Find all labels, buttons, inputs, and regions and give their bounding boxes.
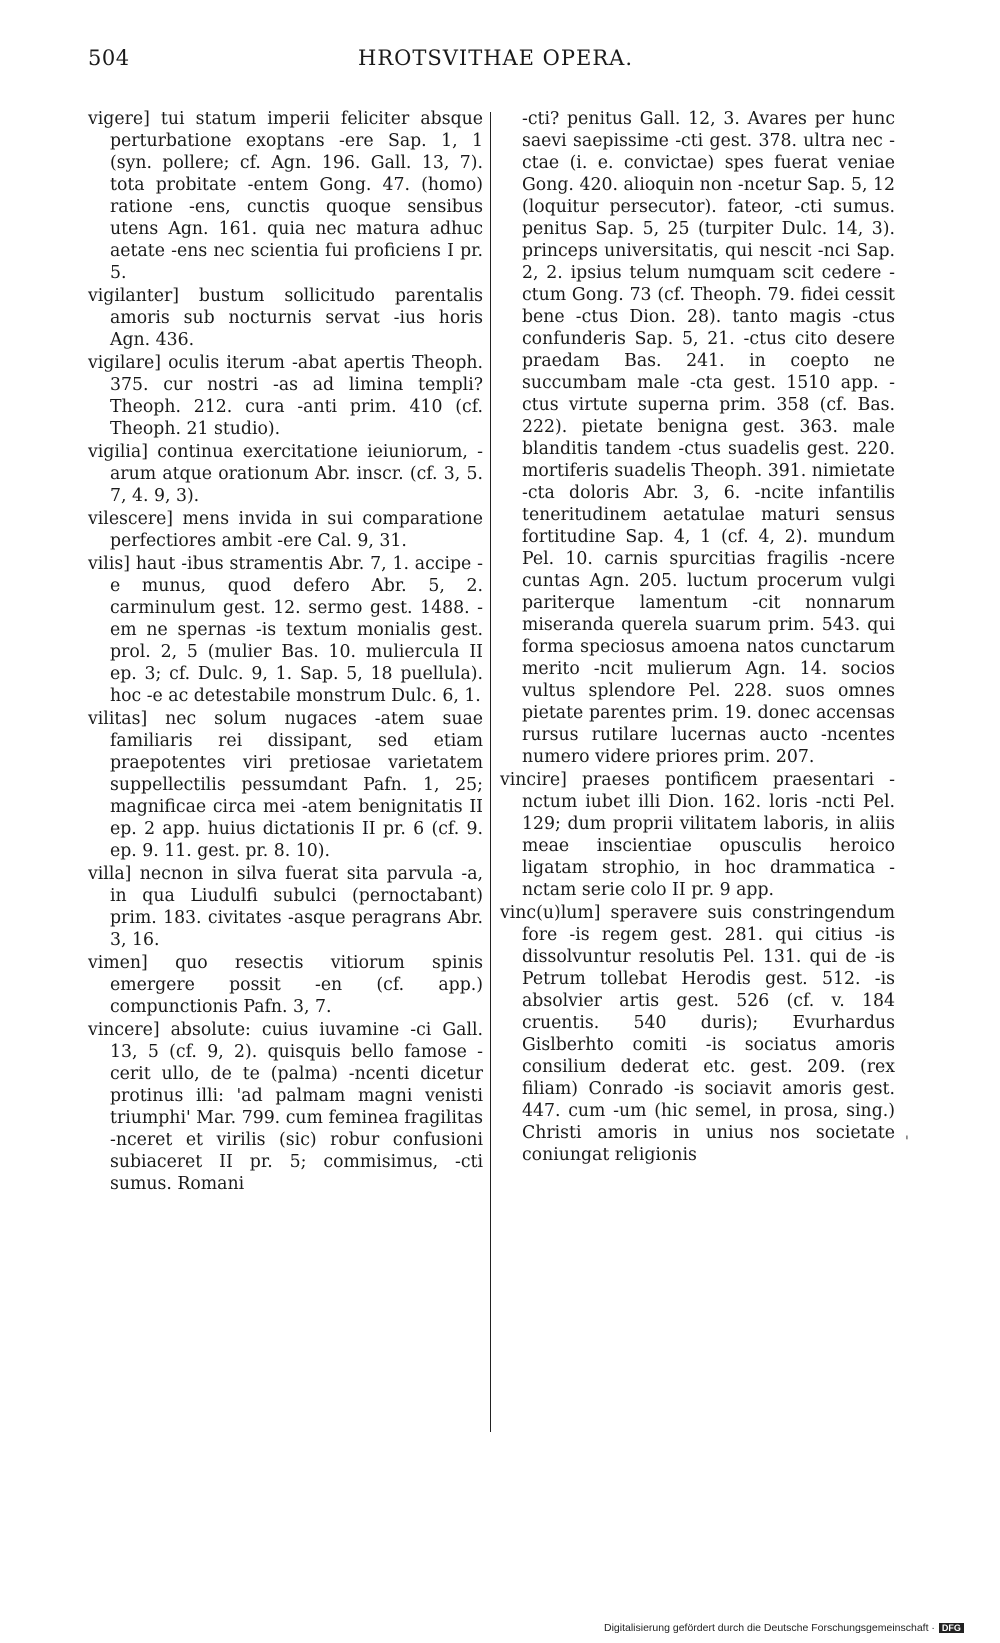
entry-lemma: villa] <box>88 864 132 884</box>
left-column <box>88 108 483 1196</box>
entry-text: -cti? penitus Gall. 12, 3. Avares per hunc saevi saepissime -cti gest. 378. ultra nec -ctae (i. e. convictae) spes fuerat veniae Gong. 420. alioquin non -ncetur Sap. 5, 12 (loquitur persecutor). fateor, -cti sumus. penitus Sap. 5, 25 (turpiter Dulc. 14, 3). princeps universitatis, qui nescit -nci Sap. 2, 2. ipsius telum numquam scit cedere -ctum Gong. 73 (cf. Theoph. 79. fidei cessit bene -ctus Dion. 28). tanto magis -ctus confunderis Sap. 5, 21. -ctus cito desere praedam Bas. 241. in coepto ne succumbam male -cta gest. 1510 app. -ctus virtute superna prim. 358 (cf. Bas. 222). pietate benigna gest. 363. male blanditis tandem -ctus suadelis gest. 220. mortiferis suadelis Theoph. 391. nimietate -cta doloris Abr. 3, 6. -ncite infantilis teneritudinem aetatulae maturi sensus fortitudine Sap. 4, 1 (cf. 4, 2). mundum Pel. 10. carnis spurcitias fragilis -ncere cuntas Agn. 205. luctum procerum vulgi pariterque lamentum -cit nonnarum miseranda querela suarum prim. 543. qui forma speciosus amoena natos cunctarum merito -ncit mulierum Agn. 14. socios vultus splendore Pel. 228. suos omnes pietate parentes prim. 19. donec accensas rursus rutilare lucernas aucto -ncentes numero videre priores prim. 207. <box>522 109 895 767</box>
entry-text: mens invida in sui comparatione perfectiores ambit -ere Cal. 9, 31. <box>110 509 483 551</box>
page-number: 504 <box>88 46 130 70</box>
entry-text: bustum sollicitudo parentalis amoris sub nocturnis servat -ius horis Agn. 436. <box>110 286 483 350</box>
entry-lemma: vigilia] <box>88 442 148 462</box>
entry-lemma: vigilanter] <box>88 286 180 306</box>
entry <box>88 952 483 1018</box>
entry-lemma: vinc(u)lum] <box>500 903 601 923</box>
entry <box>88 285 483 351</box>
entry-text: continua exercitatione ieiuniorum, -arum atque orationum Abr. inscr. (cf. 3, 5. 7, 4. 9, 3). <box>110 442 483 506</box>
entry <box>88 441 483 507</box>
entry <box>500 902 895 1166</box>
stray-mark: ' <box>905 1134 909 1150</box>
entry-lemma: vilitas] <box>88 709 148 729</box>
entry-text: oculis iterum -abat apertis Theoph. 375. cur nostri -as ad limina templi? Theoph. 212. cura -anti prim. 410 (cf. Theoph. 21 studio). <box>110 353 484 439</box>
entry <box>88 108 483 284</box>
entry-lemma: vigere] <box>88 109 150 129</box>
column-divider <box>490 112 491 1432</box>
entry-lemma: vilis] <box>88 554 130 574</box>
right-column <box>500 108 895 1167</box>
dfg-logo: DFG <box>939 1623 964 1633</box>
entry-lemma: vincire] <box>500 770 567 790</box>
entry <box>88 352 483 440</box>
page-header <box>88 46 888 76</box>
entry-text: quo resectis vitiorum spinis emergere possit -en (cf. app.) compunctionis Pafn. 3, 7. <box>110 953 483 1017</box>
entry-text: absolute: cuius iuvamine -ci Gall. 13, 5 (cf. 9, 2). quisquis bello famose -cerit ullo, de te (palma) -ncenti dicetur protinus illi: 'ad palmam magni venisti triumphi' Mar. 799. cum feminea fragilitas -nceret et virilis (sic) robur confusioni subiaceret II pr. 5; commisimus, -cti sumus. Romani <box>110 1020 483 1194</box>
entry <box>88 553 483 707</box>
entry-text: tui statum imperii feliciter absque perturbatione exoptans -ere Sap. 1, 1 (syn. pollere; cf. Agn. 196. Gall. 13, 7). tota probitate -entem Gong. 47. (homo) ratione -ens, cunctis quoque sensibus utens Agn. 161. quia nec matura adhuc aetate -ens nec scientia fui proficiens I pr. 5. <box>110 109 483 283</box>
entry-lemma: vigilare] <box>88 353 161 373</box>
running-title: HROTSVITHAE OPERA. <box>358 46 634 70</box>
footer-credit: Digitalisierung gefördert durch die Deutsche Forschungsgemeinschaft · <box>604 1622 935 1634</box>
entry-text: haut -ibus stramentis Abr. 7, 1. accipe -e munus, quod defero Abr. 5, 2. carminulum gest. 12. sermo gest. 1488. -em ne spernas -is textum monialis gest. prol. 2, 5 (mulier Bas. 10. muliercula II ep. 3; cf. Dulc. 9, 1. Sap. 5, 18 puellula). hoc -e ac detestabile monstrum Dulc. 6, 1. <box>110 554 483 706</box>
entry-text: speravere suis constringendum fore -is regem gest. 281. qui citius -is dissolvuntur resolutis Pel. 131. qui de -is Petrum tollebat Herodis gest. 512. -is absolvier artis gest. 526 (cf. v. 184 cruentis. 540 duris); Evurhardus Gislberhto comiti -is sociatus amoris consilium dederat etc. gest. 209. (rex filiam) Conrado -is sociavit amoris gest. 447. cum -um (hic semel, in prosa, sing.) Christi amoris in unius nos societate coniungat religionis <box>522 903 895 1165</box>
entry-text: praeses pontificem praesentari -nctum iubet illi Dion. 162. loris -ncti Pel. 129; dum proprii vilitatem laboris, in aliis meae inscientiae opusculis heroico ligatam strophio, in hoc drammatica -nctam serie colo II pr. 9 app. <box>522 770 895 900</box>
entry-continuation <box>500 108 895 768</box>
entry-text: necnon in silva fuerat sita parvula -a, in qua Liudulfi subulci (pernoctabant) prim. 183. civitates -asque peragrans Abr. 3, 16. <box>110 864 483 950</box>
entry-text: nec solum nugaces -atem suae familiaris rei dissipant, sed etiam praepotentes viri pretiosae varietatem suppellectilis pessumdant Pafn. 1, 25; magnificae circa mei -atem benignitatis II ep. 2 app. huius dictationis II pr. 6 (cf. 9. ep. 9. 11. gest. pr. 8. 10). <box>110 709 483 861</box>
entry <box>88 1019 483 1195</box>
entry <box>88 708 483 862</box>
entry-lemma: vimen] <box>88 953 148 973</box>
entry <box>88 863 483 951</box>
entry <box>88 508 483 552</box>
entry <box>500 769 895 901</box>
entry-lemma: vincere] <box>88 1020 160 1040</box>
entry-lemma: vilescere] <box>88 509 174 529</box>
digitization-footer <box>604 1622 964 1634</box>
